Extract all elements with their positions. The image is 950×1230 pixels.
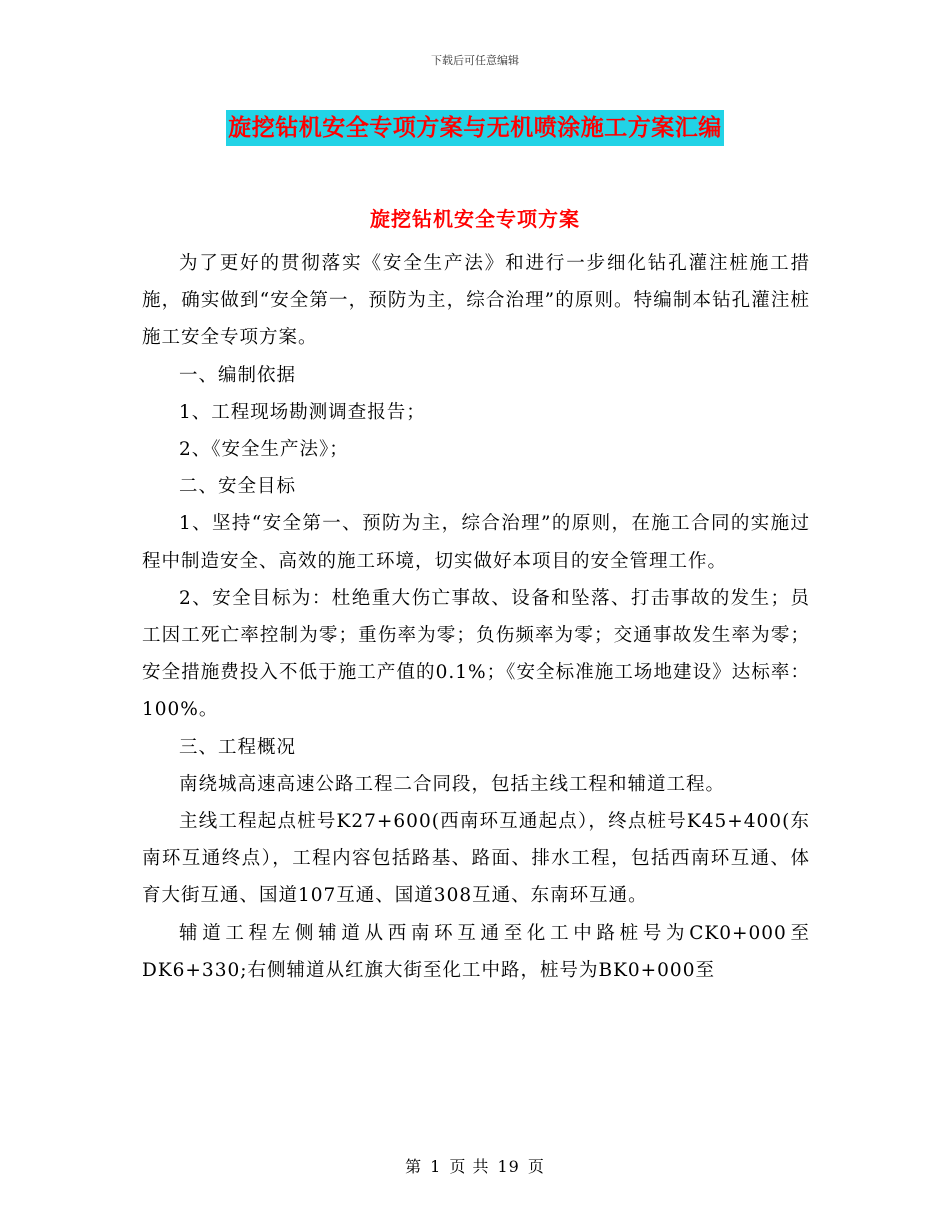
list-item-basis-2: 2、《安全生产法》； bbox=[179, 439, 349, 461]
page-label-mid: 页 共 bbox=[449, 1157, 490, 1176]
main-title-container bbox=[0, 110, 950, 146]
section-title: 旋挖钻机安全专项方案 bbox=[370, 207, 580, 231]
heading-safety-goals: 二、安全目标 bbox=[179, 476, 297, 498]
page-label-prefix: 第 bbox=[405, 1157, 423, 1176]
current-page-number: 1 bbox=[430, 1157, 442, 1176]
paragraph-goal-2: 2、安全目标为：杜绝重大伤亡事故、设备和坠落、打击事故的发生；员工因工死亡率控制为零；重伤率为零；负伤频率为零；交通事故发生率为零；安全措施费投入不低于施工产值的0.1%；《安全标准施工场地建设》达标率：100%。 bbox=[142, 587, 810, 721]
heading-project-overview: 三、工程概况 bbox=[179, 736, 297, 758]
heading-basis: 一、编制依据 bbox=[179, 364, 297, 386]
list-item-basis-1: 1、工程现场勘测调查报告； bbox=[179, 401, 426, 423]
paragraph-overview-2: 主线工程起点桩号K27+600(西南环互通起点），终点桩号K45+400(东南环互通终点），工程内容包括路基、路面、排水工程，包括西南环互通、体育大街互通、国道107互通、国道308互通、东南环互通。 bbox=[142, 811, 810, 907]
paragraph-overview-3: 辅道工程左侧辅道从西南环互通至化工中路桩号为CK0+000至DK6+330;右侧辅道从红旗大街至化工中路，桩号为BK0+000至 bbox=[142, 922, 810, 981]
page-label-suffix: 页 bbox=[527, 1157, 545, 1176]
page-footer bbox=[0, 1154, 950, 1177]
paragraph-goal-1: 1、坚持“安全第一、预防为主，综合治理”的原则，在施工合同的实施过程中制造安全、高效的施工环境，切实做好本项目的安全管理工作。 bbox=[142, 513, 810, 572]
total-pages-number: 19 bbox=[497, 1157, 520, 1176]
paragraph-overview-1: 南绕城高速高速公路工程二合同段，包括主线工程和辅道工程。 bbox=[179, 773, 726, 795]
main-title: 旋挖钻机安全专项方案与无机喷涂施工方案汇编 bbox=[226, 110, 724, 146]
paragraph-intro: 为了更好的贯彻落实《安全生产法》和进行一步细化钻孔灌注桩施工措施，确实做到“安全第一，预防为主，综合治理”的原则。特编制本钻孔灌注桩施工安全专项方案。 bbox=[142, 253, 810, 349]
header-note: 下载后可任意编辑 bbox=[431, 54, 519, 67]
document-body bbox=[142, 245, 810, 989]
